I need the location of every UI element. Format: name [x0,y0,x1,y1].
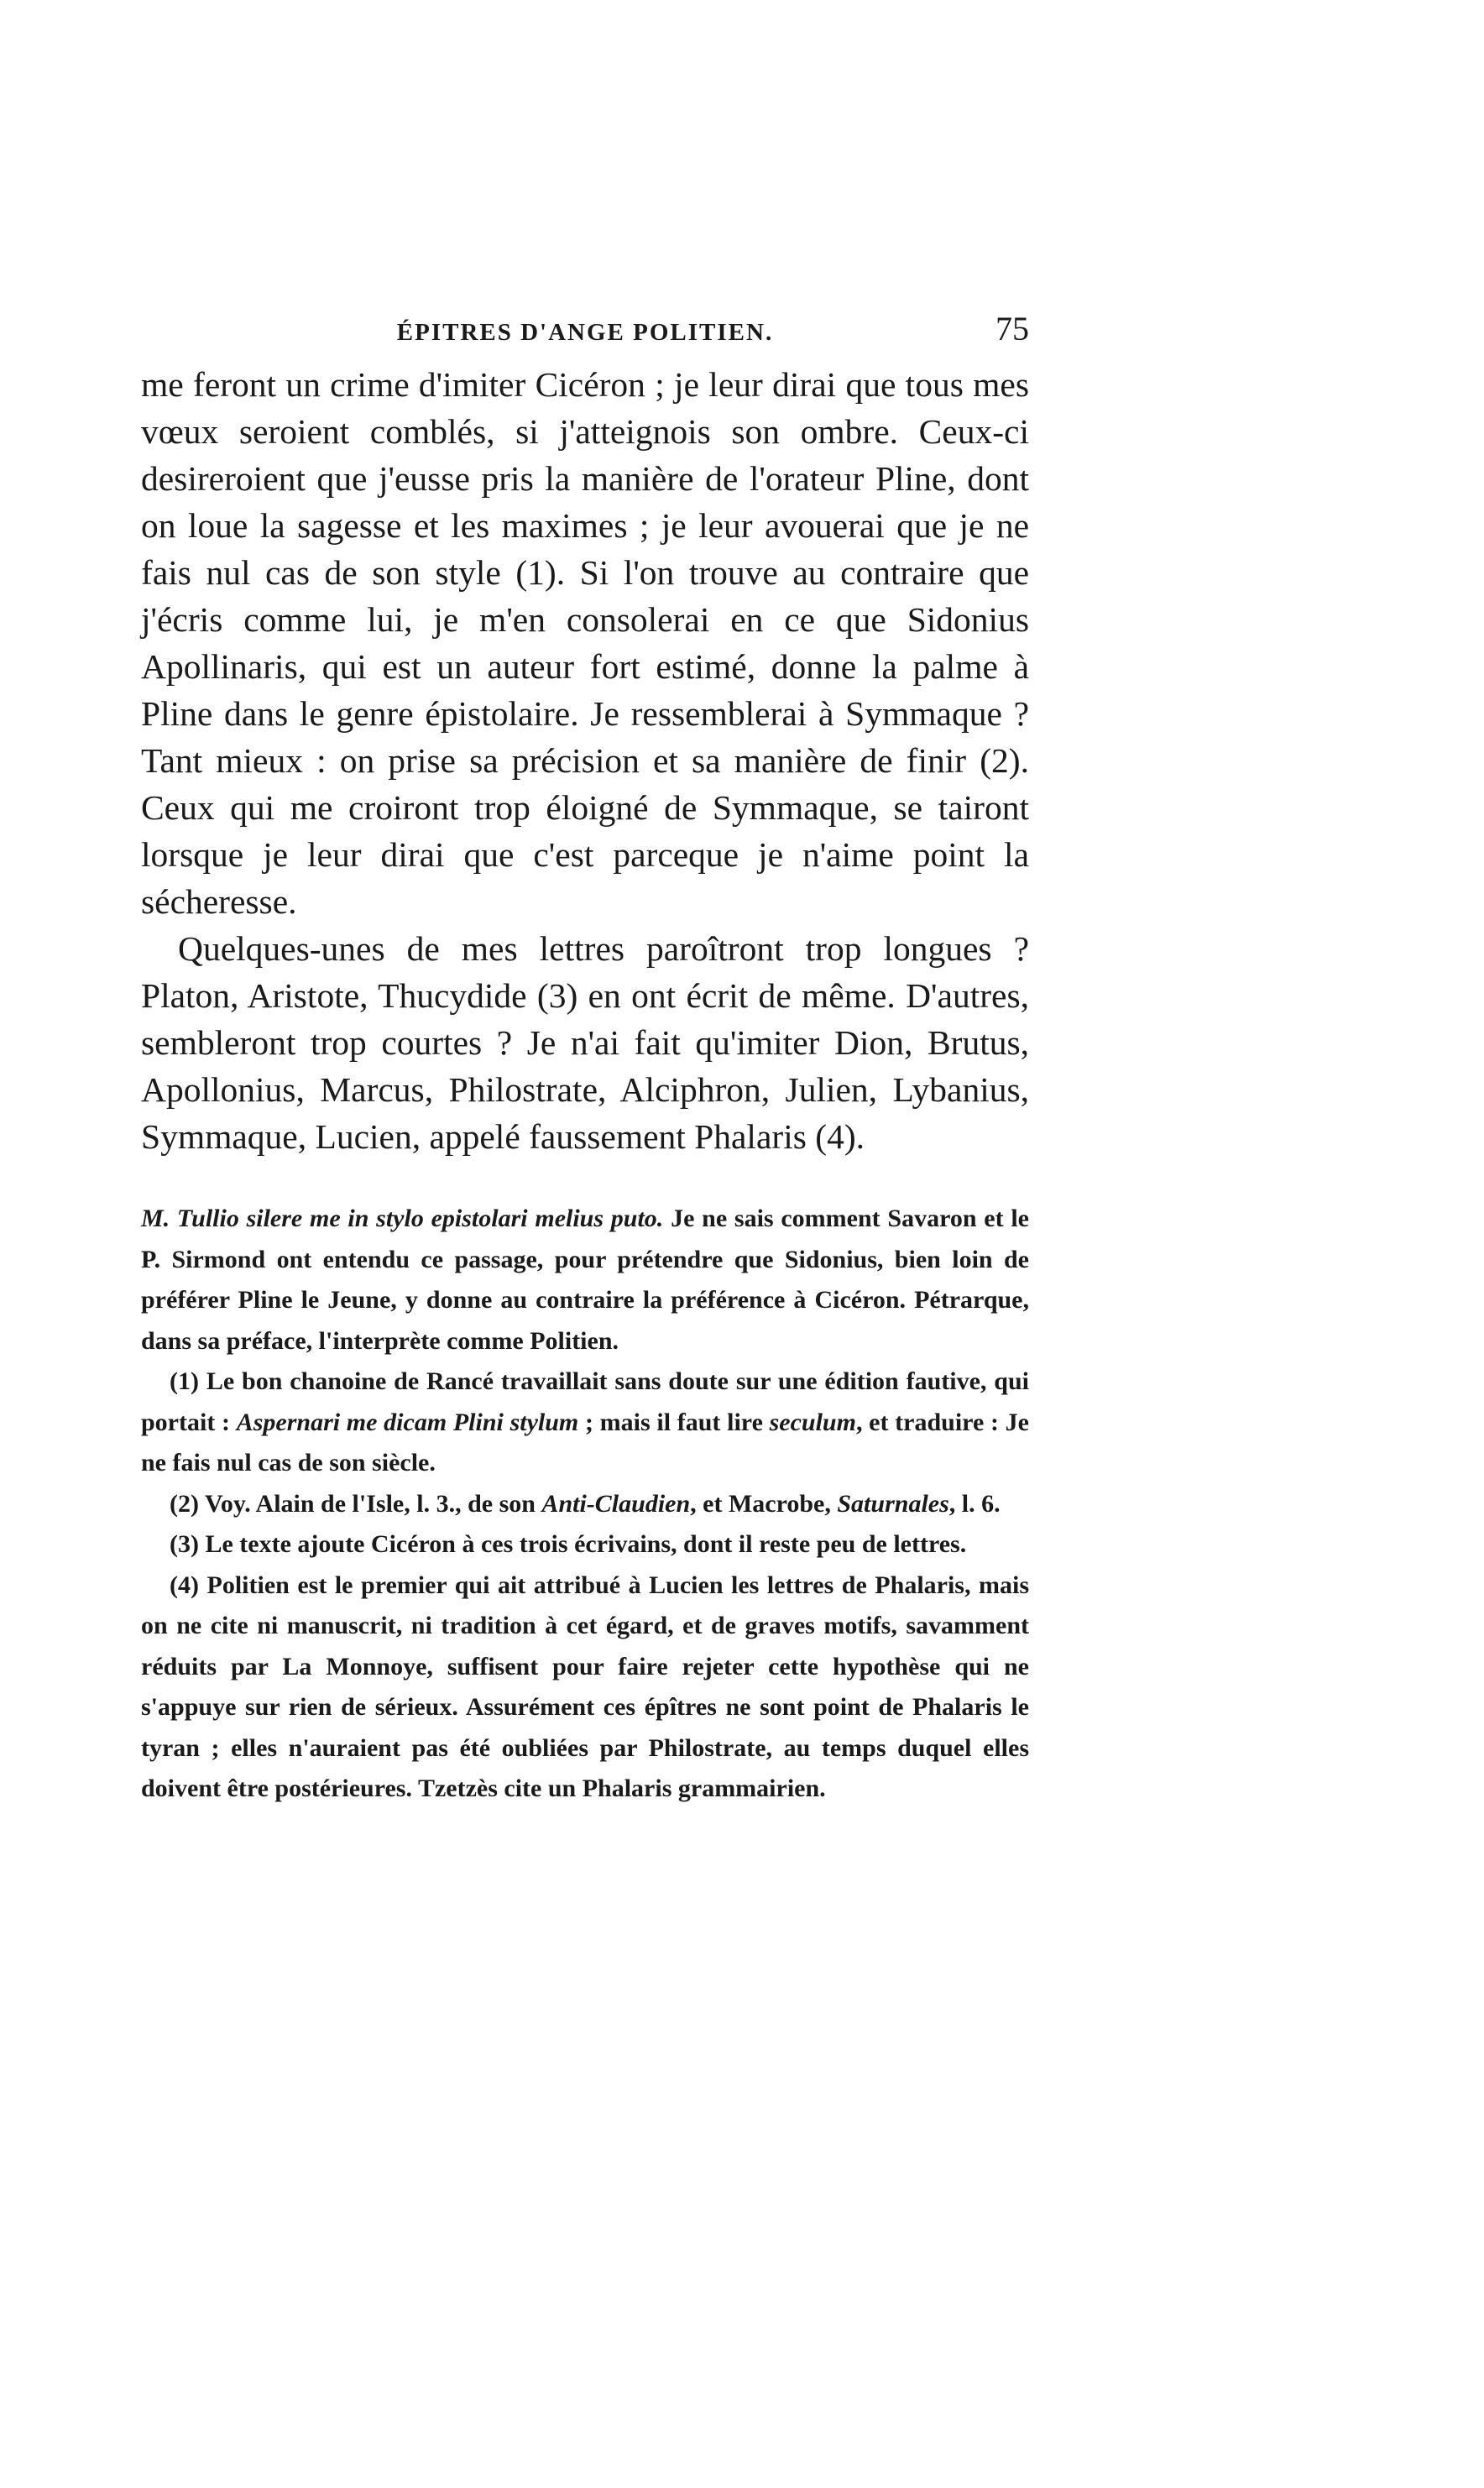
footnote-1-part-c: , et traduire : Je ne fais nul cas de son siècle. [141,1408,1029,1477]
footnote-1 [141,1362,1029,1484]
footnote-2-part-b: , et Macrobe, [690,1489,838,1518]
footnote-continuation-text: Je ne sais comment Savaron et le P. Sirmond ont entendu ce passage, pour prétendre que Sidonius, bien loin de préférer Pline le Jeune, y donne au contraire la préférence à Cicéron. Pétrarque, dans sa préface, l'interprète comme Politien. [141,1205,1029,1355]
footnote-continuation [141,1199,1029,1362]
footnote-2-work-title-2: Saturnales [837,1489,949,1518]
footnote-continuation-latin: M. Tullio silere me in stylo epistolari melius puto. [141,1205,664,1232]
body-paragraph-1: me feront un crime d'imiter Cicéron ; je leur dirai que tous mes vœux seroient comblés, si j'atteignois son ombre. Ceux-ci desireroient que j'eusse pris la manière de l'orateur Pline, dont on loue la sagesse et les maximes ; je leur avouerai que je ne fais nul cas de son style (1). Si l'on trouve au contraire que j'écris comme lui, je m'en consolerai en ce que Sidonius Apollinaris, qui est un auteur fort estimé, donne la palme à Pline dans le genre épistolaire. Je ressemblerai à Symmaque ? Tant mieux : on prise sa précision et sa manière de finir (2). Ceux qui me croiront trop éloigné de Symmaque, se tairont lorsque je leur dirai que c'est parceque je n'aime point la sécheresse. [141,365,1029,921]
footnote-4: (4) Politien est le premier qui ait attribué à Lucien les lettres de Phalaris, mais on ne cite ni manuscrit, ni tradition à cet égard, et de graves motifs, savamment réduits par La Monnoye, suffisent pour faire rejeter cette hypothèse qui ne s'appuye sur rien de sérieux. Assurément ces épîtres ne sont point de Phalaris le tyran ; elles n'auraient pas été oubliées par Philostrate, au temps duquel elles doivent être postérieures. Tzetzès cite un Phalaris grammairien. [141,1571,1029,1802]
footnote-1-part-b: ; mais il faut lire [578,1408,770,1436]
footnote-1-part-a: (1) Le bon chanoine de Rancé travaillait sans doute sur une édition fautive, qui portait : [141,1367,1029,1436]
footnote-1-latin: Aspernari me dicam Plini stylum [236,1408,579,1436]
main-text [141,361,1029,1160]
footnote-2 [141,1484,1029,1525]
footnote-2-part-c: , l. 6. [948,1489,1001,1518]
footnotes [141,1199,1029,1810]
footnote-2-work-title: Anti-Claudien [541,1489,691,1518]
footnote-1-latin-word: seculum [769,1408,856,1436]
page-number: 75 [995,310,1029,348]
footnote-3: (3) Le texte ajoute Cicéron à ces trois écrivains, dont il reste peu de lettres. [170,1530,967,1558]
body-paragraph-2: Quelques-unes de mes lettres paroîtront trop longues ? Platon, Aristote, Thucydide (3) en ont écrit de même. D'autres, sembleront trop courtes ? Je n'ai fait qu'imiter Dion, Brutus, Apollonius, Marcus, Philostrate, Alciphron, Julien, Lybanius, Symmaque, Lucien, appelé faussement Phalaris (4). [141,929,1029,1156]
running-head [141,309,1029,359]
footnote-2-part-a: (2) Voy. Alain de l'Isle, l. 3., de son [170,1489,542,1518]
running-title: ÉPITRES D'ANGE POLITIEN. [396,319,774,346]
